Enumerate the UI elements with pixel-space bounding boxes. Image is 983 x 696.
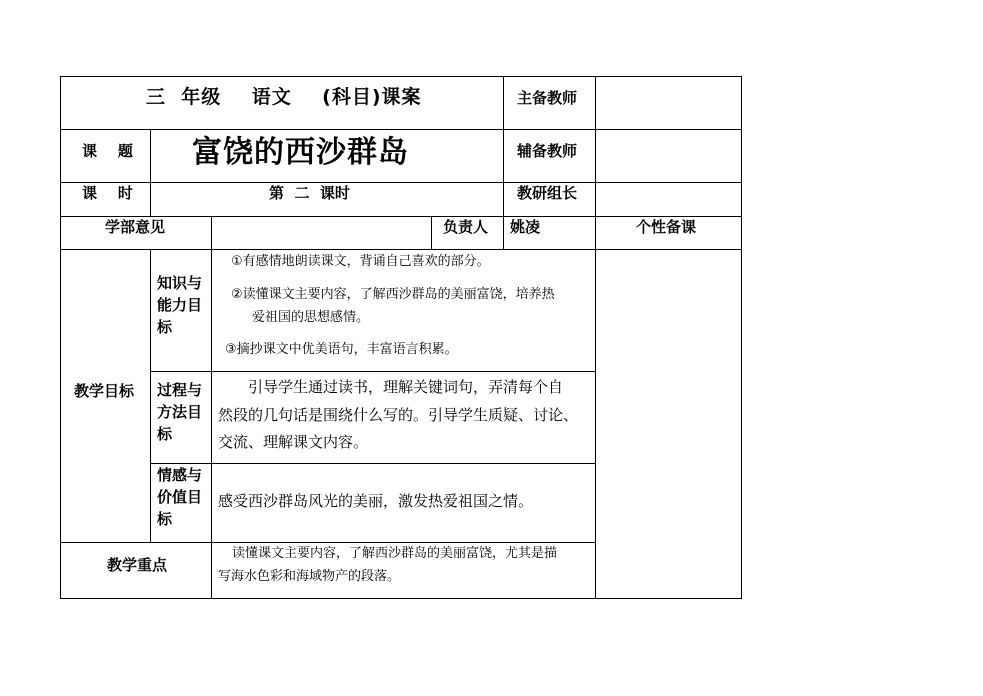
lesson-title: 富饶的西沙群岛 <box>192 135 409 170</box>
table-border <box>60 76 742 77</box>
responsible-label: 负责人 <box>443 218 489 236</box>
key-points-text-line: 写海水色彩和海域物产的段落。 <box>218 569 401 584</box>
table-border <box>60 76 61 599</box>
period-value: 第 二 课时 <box>269 184 350 202</box>
knowledge-goal-label-line: 知识与 <box>157 274 203 292</box>
table-border <box>60 542 596 543</box>
table-border <box>150 463 596 464</box>
period-label: 课 时 <box>82 184 133 202</box>
table-border <box>60 216 742 217</box>
table-border <box>595 76 596 599</box>
main-teacher-label: 主备教师 <box>517 89 578 107</box>
table-border <box>150 129 151 217</box>
department-opinion-label: 学部意见 <box>105 218 166 236</box>
personal-notes-label: 个性备课 <box>636 218 697 236</box>
assist-teacher-label: 辅备教师 <box>517 142 578 160</box>
research-leader-label: 教研组长 <box>517 184 578 202</box>
key-points-label: 教学重点 <box>107 556 168 574</box>
knowledge-goal-item: ③摘抄课文中优美语句，丰富语言积累。 <box>225 342 458 357</box>
knowledge-goal-label-line: 标 <box>157 318 173 336</box>
process-goal-text-line: 引导学生通过读书，理解关键词句，弄清每个自 <box>248 378 564 396</box>
knowledge-goal-item: ②读懂课文主要内容，了解西沙群岛的美丽富饶，培养热 <box>231 287 555 302</box>
table-border <box>503 76 504 250</box>
table-border <box>741 76 742 599</box>
key-points-text-line: 读懂课文主要内容，了解西沙群岛的美丽富饶，尤其是描 <box>232 546 558 561</box>
knowledge-goal-item: ①有感情地朗读课文，背诵自己喜欢的部分。 <box>231 254 490 269</box>
table-border <box>150 371 596 372</box>
table-border <box>150 249 151 543</box>
responsible-value: 姚凌 <box>510 218 541 236</box>
teaching-goals-label: 教学目标 <box>74 382 135 400</box>
process-goal-text-line: 然段的几句话是围绕什么写的。引导学生质疑、讨论、 <box>218 406 579 424</box>
table-border <box>60 249 742 250</box>
table-border <box>60 129 742 130</box>
process-goal-text-line: 交流、理解课文内容。 <box>218 433 369 451</box>
emotion-goal-label-line: 价值目 <box>157 488 203 506</box>
process-goal-label-line: 标 <box>157 425 173 443</box>
process-goal-label-line: 过程与 <box>157 381 203 399</box>
table-border <box>60 182 742 183</box>
table-border <box>211 216 212 599</box>
topic-label: 课 题 <box>82 142 133 160</box>
emotion-goal-text: 感受西沙群岛风光的美丽，激发热爱祖国之情。 <box>218 492 534 510</box>
table-border <box>60 598 742 599</box>
page-title: 三 年级 语文 (科目)课案 <box>146 86 422 108</box>
emotion-goal-label-line: 情感与 <box>157 466 203 484</box>
table-border <box>431 216 432 250</box>
emotion-goal-label-line: 标 <box>157 510 173 528</box>
process-goal-label-line: 方法目 <box>157 403 203 421</box>
knowledge-goal-label-line: 能力目 <box>157 296 203 314</box>
knowledge-goal-item: 爱祖国的思想感情。 <box>252 310 370 325</box>
